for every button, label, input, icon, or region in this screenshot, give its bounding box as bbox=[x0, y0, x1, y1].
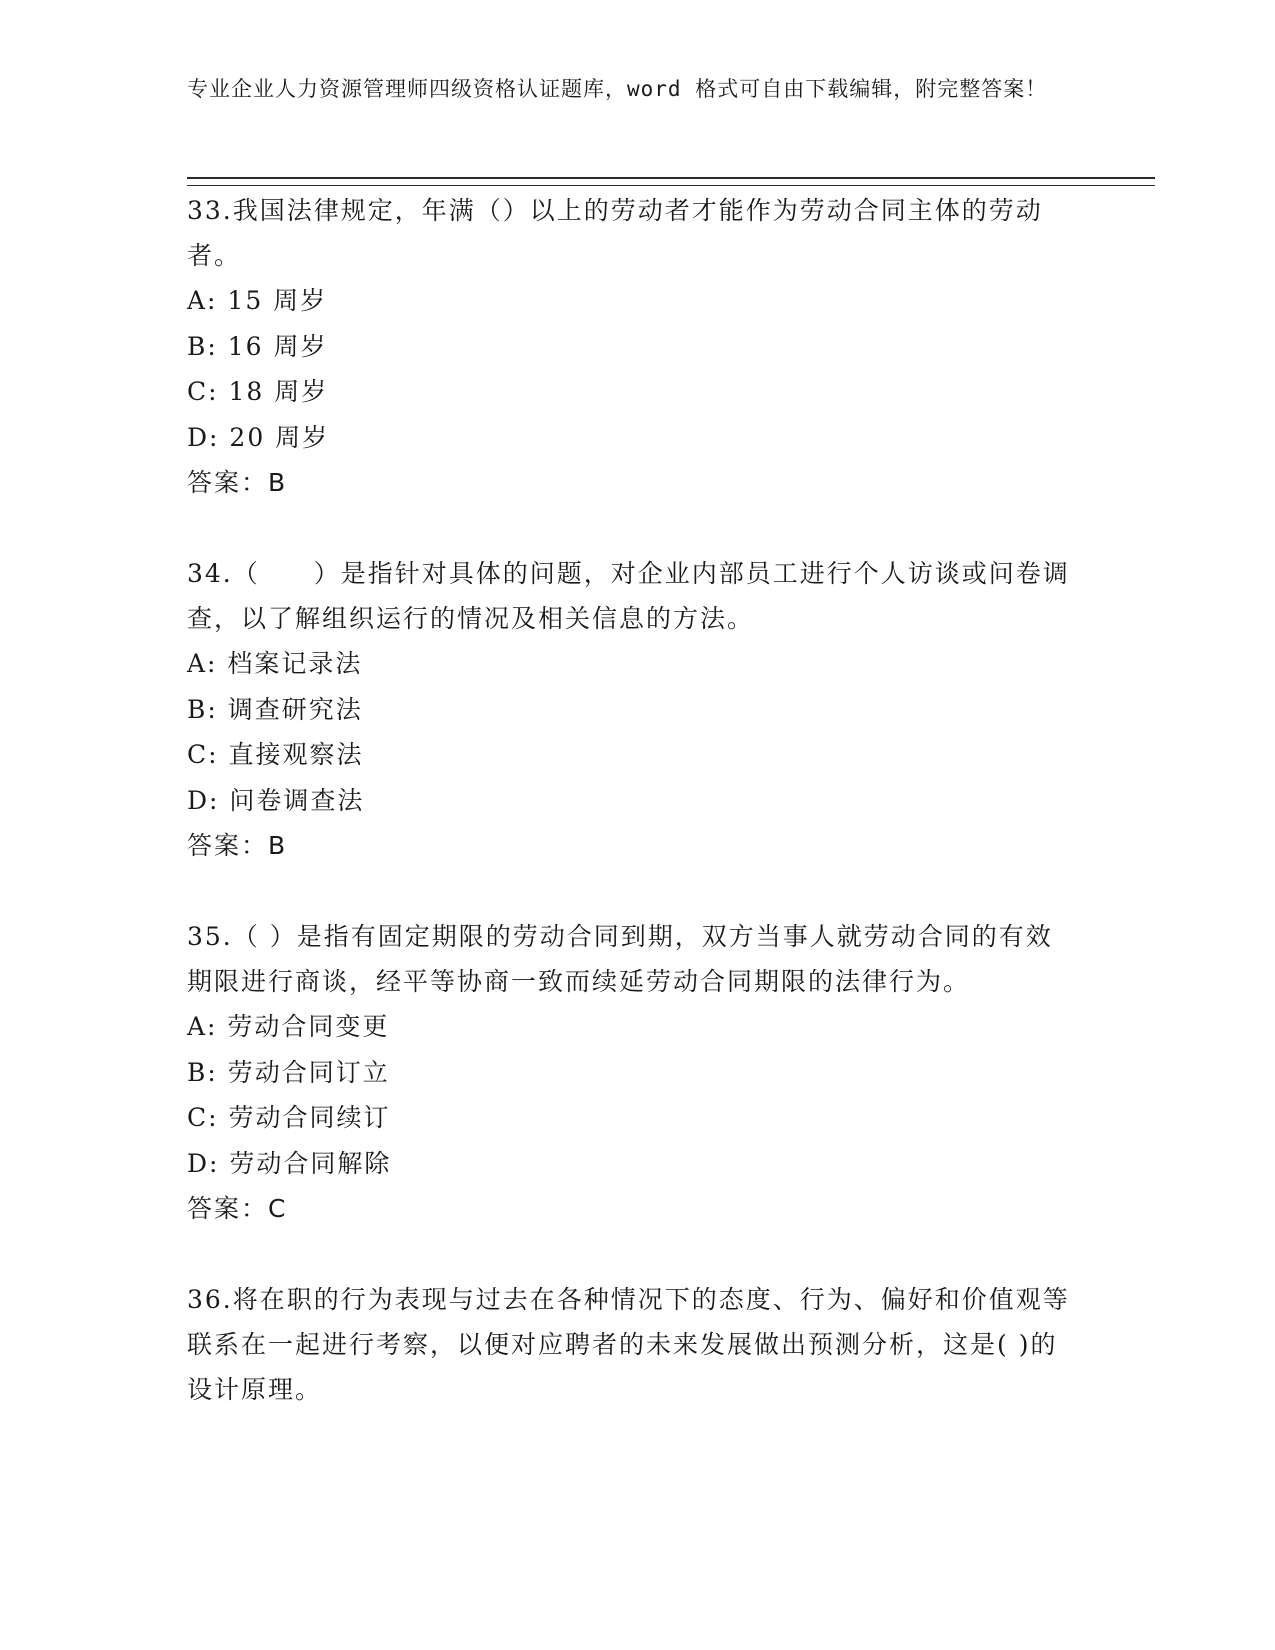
question-36 bbox=[187, 1277, 1077, 1412]
header-divider bbox=[187, 177, 1155, 186]
option-b: B: 16 周岁 bbox=[187, 331, 328, 361]
answer: 答案：C bbox=[187, 1194, 288, 1223]
option-b: B: 劳动合同订立 bbox=[187, 1057, 390, 1087]
question-stem: 34.（ ）是指针对具体的问题，对企业内部员工进行个人访谈或问卷调查，以了解组织运行的情况及相关信息的方法。 bbox=[187, 559, 1070, 633]
question-stem: 33.我国法律规定，年满（）以上的劳动者才能作为劳动合同主体的劳动者。 bbox=[187, 196, 1043, 270]
option-a: A: 15 周岁 bbox=[187, 286, 328, 315]
option-c: C: 劳动合同续订 bbox=[187, 1103, 391, 1132]
question-33 bbox=[187, 188, 1077, 505]
answer: 答案：B bbox=[187, 831, 288, 860]
option-a: A: 劳动合同变更 bbox=[187, 1012, 390, 1041]
question-list bbox=[187, 188, 1077, 1458]
option-c: C: 18 周岁 bbox=[187, 377, 329, 406]
question-stem: 36.将在职的行为表现与过去在各种情况下的态度、行为、偏好和价值观等联系在一起进行考察，以便对应聘者的未来发展做出预测分析，这是( )的设计原理。 bbox=[187, 1285, 1070, 1404]
document-header: 专业企业人力资源管理师四级资格认证题库，word 格式可自由下载编辑，附完整答案！ bbox=[187, 77, 1048, 101]
option-d: D: 20 周岁 bbox=[187, 422, 330, 452]
question-stem: 35.（ ）是指有固定期限的劳动合同到期，双方当事人就劳动合同的有效期限进行商谈，经平等协商一致而续延劳动合同期限的法律行为。 bbox=[187, 922, 1053, 996]
option-a: A: 档案记录法 bbox=[187, 649, 363, 678]
question-35 bbox=[187, 914, 1077, 1231]
question-34 bbox=[187, 551, 1077, 868]
option-d: D: 问卷调查法 bbox=[187, 785, 365, 815]
option-c: C: 直接观察法 bbox=[187, 740, 364, 769]
option-d: D: 劳动合同解除 bbox=[187, 1148, 392, 1178]
answer: 答案：B bbox=[187, 468, 288, 497]
option-b: B: 调查研究法 bbox=[187, 694, 363, 724]
